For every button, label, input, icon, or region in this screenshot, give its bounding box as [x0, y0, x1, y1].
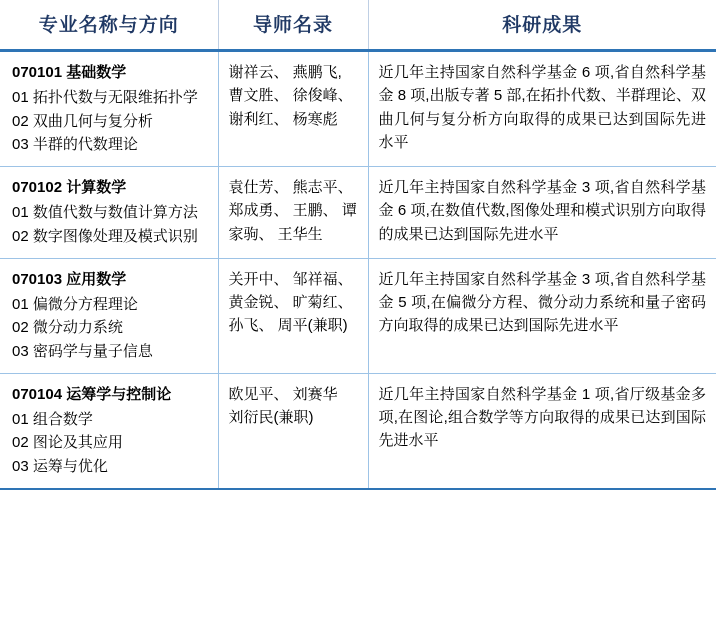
major-direction: 02 数字图像处理及模式识别: [12, 227, 198, 245]
research-cell: 近几年主持国家自然科学基金 3 项,省自然科学基金 5 项,在偏微分方程、微分动力系统和量子密码方向取得的成果已达到国际先进水平: [368, 258, 716, 373]
advisors-cell: [218, 51, 368, 167]
major-cell: [0, 373, 218, 489]
major-cell: [0, 167, 218, 259]
column-header-major: 专业名称与方向: [38, 15, 179, 36]
research-cell: 近几年主持国家自然科学基金 3 项,省自然科学基金 6 项,在数值代数,图像处理和模式识别方向取得的成果已达到国际先进水平: [368, 167, 716, 259]
advisor-line: 欧见平、 刘赛华: [228, 385, 338, 403]
advisor-line: 黄金锐、 旷菊红、: [228, 294, 353, 311]
advisor-line: 曹文胜、 徐俊峰、: [228, 87, 353, 105]
major-direction: 03 密码学与量子信息: [12, 342, 153, 360]
table-header: [0, 0, 716, 51]
major-direction: 02 双曲几何与复分析: [12, 112, 153, 130]
table-row: [0, 373, 716, 489]
table-row: [0, 51, 716, 167]
major-code: 070104 运筹学与控制论: [12, 385, 172, 403]
major-direction: 03 半群的代数理论: [12, 135, 138, 153]
research-cell: 近几年主持国家自然科学基金 6 项,省自然科学基金 8 项,出版专著 5 部,在拓扑代数、半群理论、双曲几何与复分析方向取得的成果已达到国际先进水平: [368, 51, 716, 167]
major-direction: 02 微分动力系统: [12, 319, 123, 337]
advisor-line: 郑成勇、 王鹏、 谭: [228, 202, 357, 220]
advisor-line: 谢利红、 杨寒彪: [228, 110, 338, 128]
column-header-research: 科研成果: [368, 0, 716, 51]
column-header-advisors: 导师名录: [218, 0, 368, 51]
advisors-cell: [218, 258, 368, 373]
major-direction: 01 拓扑代数与无限维拓扑学: [12, 89, 198, 107]
major-code: 070103 应用数学: [12, 270, 127, 288]
table-row: [0, 258, 716, 373]
major-code: 070101 基础数学: [12, 64, 127, 81]
major-direction: 03 运筹与优化: [12, 457, 108, 475]
advisors-cell: [218, 373, 368, 489]
advisor-line: 孙飞、 周平(兼职): [228, 317, 348, 335]
major-direction: 01 组合数学: [12, 411, 93, 428]
major-direction: 01 数值代数与数值计算方法: [12, 204, 198, 222]
advisors-cell: [218, 167, 368, 259]
advisor-line: 袁仕芳、 熊志平、: [228, 179, 353, 196]
major-cell: [0, 51, 218, 167]
advisor-line: 谢祥云、 燕鹏飞,: [228, 64, 342, 81]
header-row: [0, 0, 716, 51]
advisor-line: 家驹、 王华生: [228, 225, 323, 243]
table-body: [0, 51, 716, 489]
table-row: [0, 167, 716, 259]
major-code: 070102 计算数学: [12, 179, 127, 196]
research-cell: 近几年主持国家自然科学基金 1 项,省厅级基金多项,在图论,组合数学等方向取得的成果已达到国际先进水平: [368, 373, 716, 489]
major-cell: [0, 258, 218, 373]
advisor-line: 刘衍民(兼职): [228, 409, 314, 426]
major-direction: 01 偏微分方程理论: [12, 296, 138, 313]
advisor-line: 关开中、 邹祥福、: [228, 270, 353, 288]
major-direction: 02 图论及其应用: [12, 434, 123, 452]
